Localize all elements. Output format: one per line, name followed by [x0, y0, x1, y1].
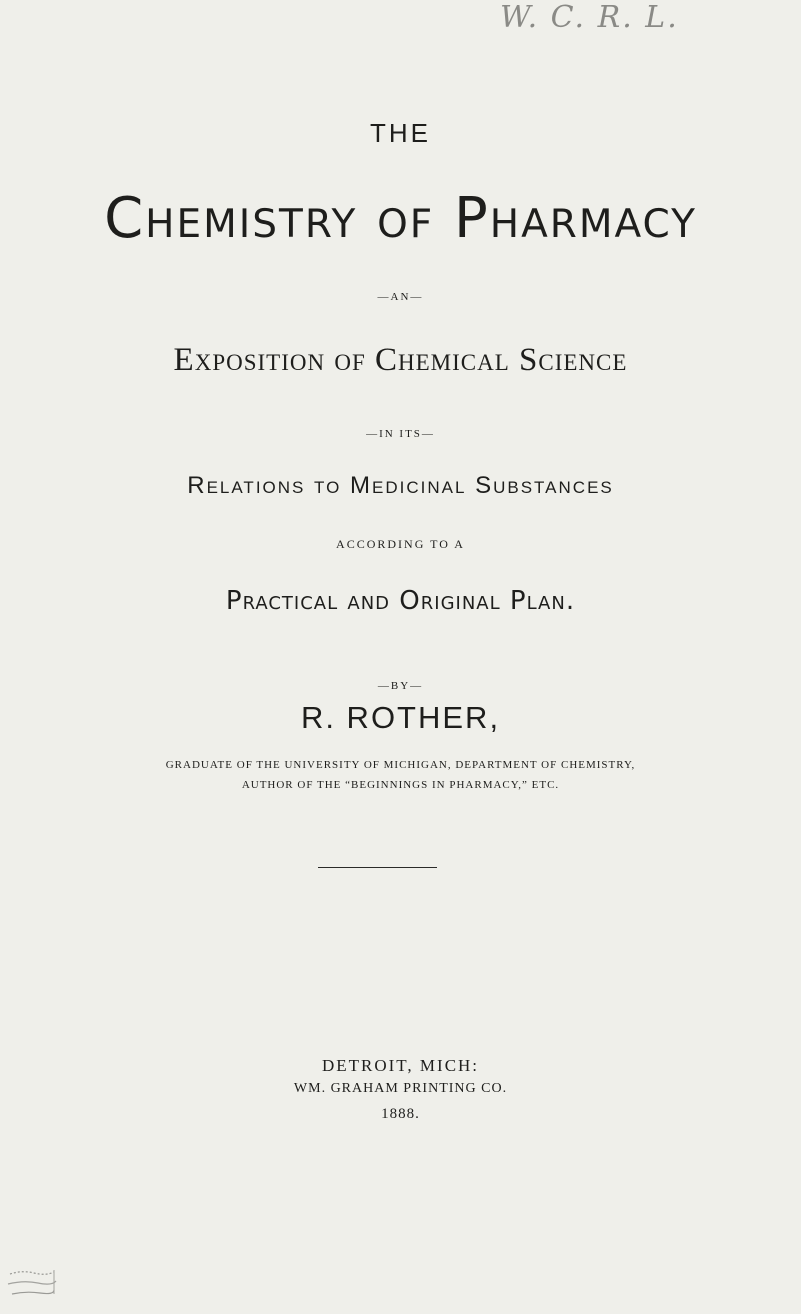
- handwritten-annotation: W. C. R. L.: [500, 0, 679, 35]
- book-title: Chemistry of Pharmacy: [104, 186, 697, 251]
- connector-an: —AN—: [377, 291, 424, 303]
- publisher-name: WM. GRAHAM PRINTING CO.: [293, 1081, 508, 1096]
- connector-in-its: —IN ITS—: [366, 428, 435, 440]
- subtitle-practical: Practical and Original Plan.: [225, 586, 576, 616]
- connector-according: ACCORDING TO A: [336, 537, 465, 551]
- divider-rule: [318, 867, 437, 868]
- library-stamp-icon: [4, 1266, 60, 1302]
- subtitle-relations: Relations to Medicinal Substances: [187, 472, 614, 499]
- author-credential: GRADUATE OF THE UNIVERSITY OF MICHIGAN, DEPARTMENT OF CHEMISTRY,: [165, 759, 636, 771]
- publication-year: 1888.: [381, 1106, 420, 1122]
- title-article: THE: [370, 118, 431, 148]
- subtitle-exposition: Exposition of Chemical Science: [173, 342, 628, 378]
- author-name: R. ROTHER,: [300, 700, 501, 735]
- author-other-works: AUTHOR OF THE “BEGINNINGS IN PHARMACY,” ETC.: [241, 779, 560, 791]
- publisher-city: DETROIT, MICH:: [321, 1056, 480, 1075]
- connector-by: —BY—: [377, 680, 424, 692]
